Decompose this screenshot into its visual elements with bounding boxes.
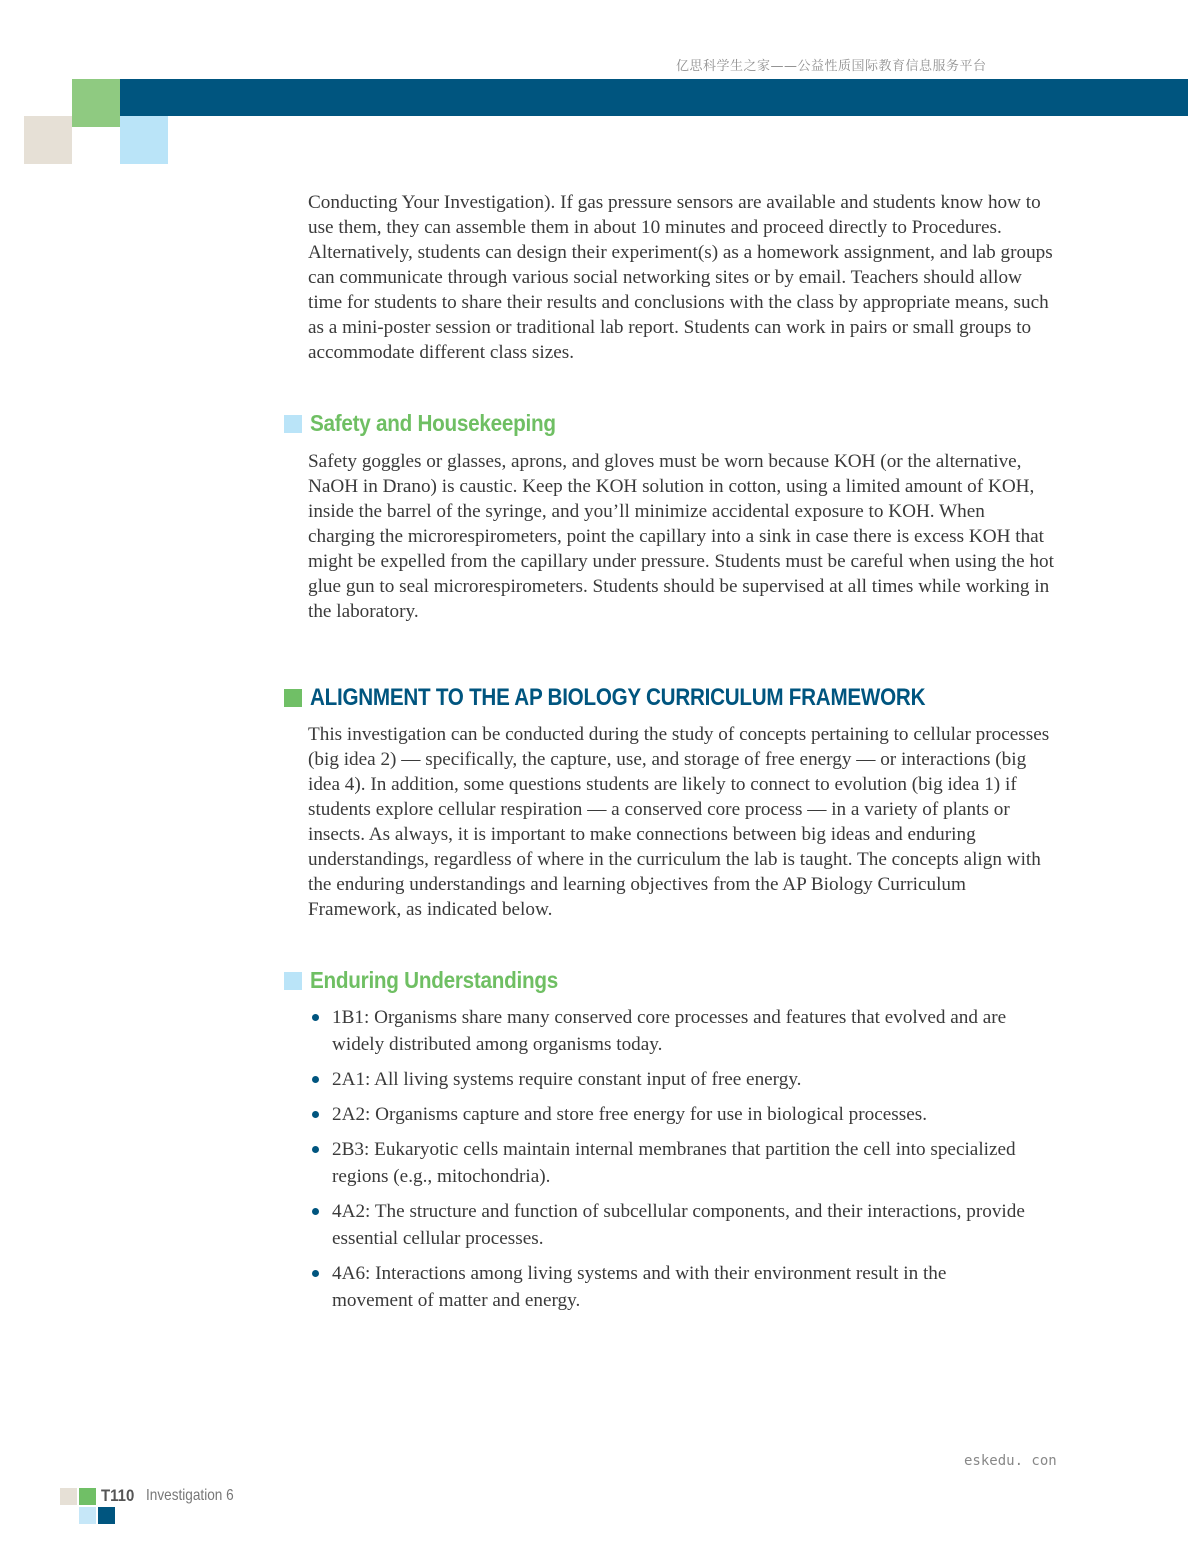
enduring-heading-text: Enduring Understandings bbox=[310, 967, 558, 993]
decor-square-green bbox=[72, 79, 120, 127]
intro-paragraph: Conducting Your Investigation). If gas pressure sensors are available and students know how to use them, they can assemble them in about 10 minutes and proceed directly to Procedures. Alternatively, students can design their experiment(s) as a homework assignment, and lab groups can communicate through various social networking sites or by email. Teachers should allow time for students to share their results and conclusions with the class by appropriate means, such as a mini-poster session or traditional lab report. Students can work in pairs or small groups to accommodate different class sizes. bbox=[308, 192, 1053, 363]
list-item: 4A6: Interactions among living systems and with their environment result in the movement of matter and energy. bbox=[308, 1260, 1032, 1314]
list-item: 4A2: The structure and function of subcellular components, and their interactions, provide essential cellular processes. bbox=[308, 1198, 1032, 1252]
heading-square-icon bbox=[284, 415, 302, 433]
footer-square-blue bbox=[98, 1507, 115, 1524]
decor-square-lightblue bbox=[120, 116, 168, 164]
bullet-icon bbox=[312, 1076, 319, 1083]
heading-square-icon bbox=[284, 972, 302, 990]
alignment-paragraph: This investigation can be conducted during the study of concepts pertaining to cellular processes (big idea 2) — specifically, the capture, use, and storage of free energy — or interactions (big idea 4). In addition, some questions students are likely to connect to evolution (big idea 1) if students explore cellular respiration — a conserved core process — in a variety of plants or insects. As always, it is important to make connections between big ideas and enduring understandings, regardless of where in the curriculum the lab is taught. The concepts align with the enduring understandings and learning objectives from the AP Biology Curriculum Framework, as indicated below. bbox=[308, 724, 1050, 920]
heading-square-icon bbox=[284, 689, 302, 707]
footer-square-lightblue bbox=[79, 1507, 96, 1524]
bullet-icon bbox=[312, 1111, 319, 1118]
decor-square-beige bbox=[24, 116, 72, 164]
list-item: 2A2: Organisms capture and store free energy for use in biological processes. bbox=[308, 1101, 1032, 1128]
footer-square-beige bbox=[60, 1488, 77, 1505]
bullet-icon bbox=[312, 1146, 319, 1153]
top-watermark: 亿思科学生之家——公益性质国际教育信息服务平台 bbox=[676, 59, 987, 74]
safety-paragraph: Safety goggles or glasses, aprons, and gloves must be worn because KOH (or the alternative, NaOH in Drano) is caustic. Keep the KOH solution in cotton, using a limited amount of KOH, inside the barrel of the syringe, and you’ll minimize accidental exposure to KOH. When charging the microrespirometers, point the capillary into a sink in case there is excess KOH that might be expelled from the capillary under pressure. Students must be careful when using the hot glue gun to seal microrespirometers. Students should be supervised at all times while working in the laboratory. bbox=[308, 451, 1054, 622]
footer-url: eskedu. con bbox=[964, 1453, 1057, 1469]
footer-square-green bbox=[79, 1488, 96, 1505]
bullet-icon bbox=[312, 1014, 319, 1021]
footer-section-title: Investigation 6 bbox=[146, 1487, 234, 1504]
list-item: 2A1: All living systems require constant input of free energy. bbox=[308, 1066, 1032, 1093]
list-item: 1B1: Organisms share many conserved core processes and features that evolved and are widely distributed among organisms today. bbox=[308, 1004, 1032, 1058]
main-content bbox=[284, 190, 1064, 1322]
bullet-icon bbox=[312, 1208, 319, 1215]
bullet-icon bbox=[312, 1270, 319, 1277]
alignment-heading-text: ALIGNMENT TO THE AP BIOLOGY CURRICULUM FRAMEWORK bbox=[310, 684, 926, 711]
header-bar bbox=[120, 79, 1188, 116]
enduring-heading bbox=[284, 967, 1064, 994]
alignment-heading bbox=[284, 684, 1064, 712]
safety-heading-text: Safety and Housekeeping bbox=[310, 410, 556, 436]
list-item: 2B3: Eukaryotic cells maintain internal membranes that partition the cell into specialized regions (e.g., mitochondria). bbox=[308, 1136, 1032, 1190]
enduring-list bbox=[284, 1004, 1064, 1314]
page-number: T110 bbox=[101, 1486, 135, 1505]
safety-heading bbox=[284, 410, 1064, 437]
